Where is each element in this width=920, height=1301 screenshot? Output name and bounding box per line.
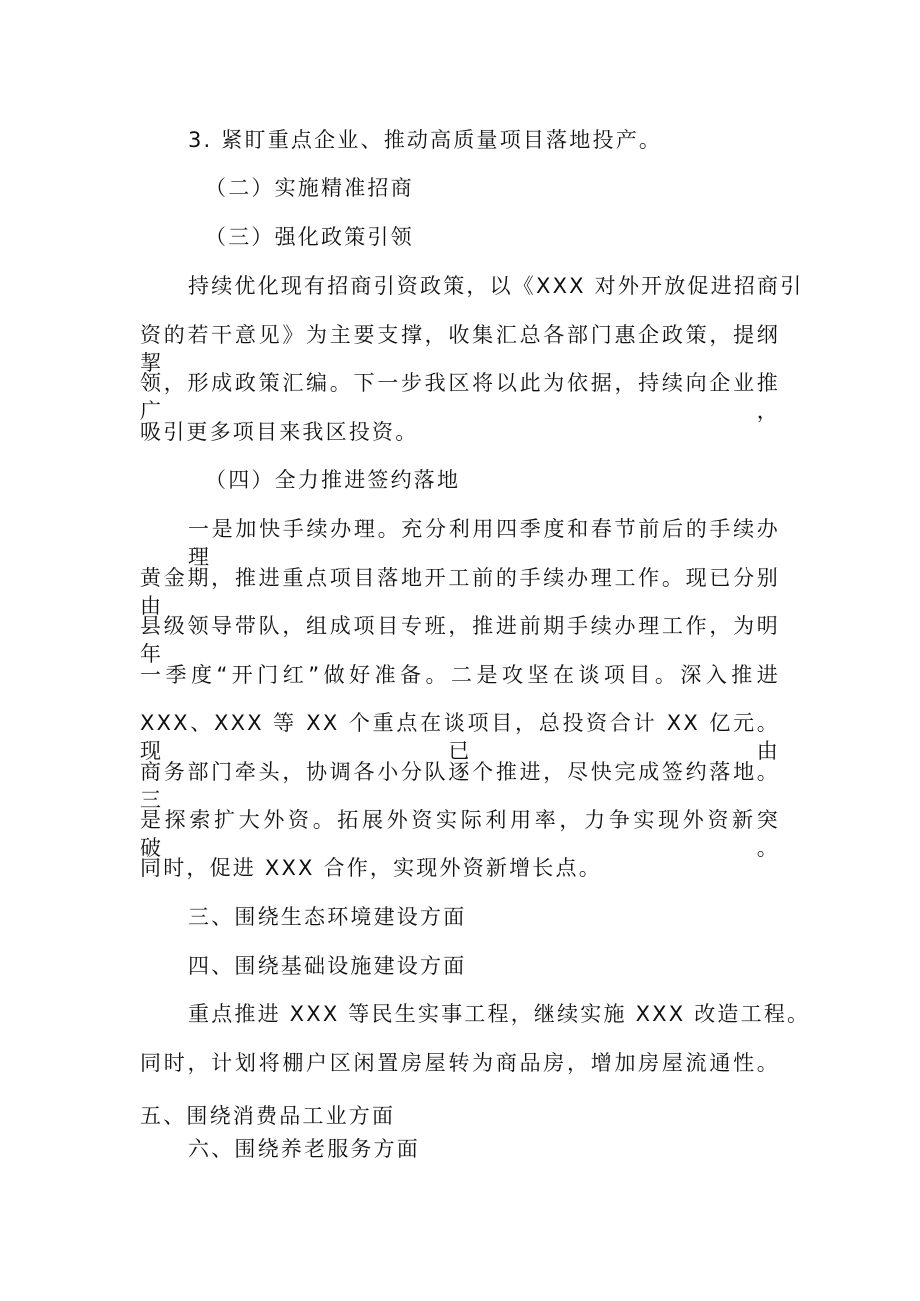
paragraph-line: 县级领导带队，组成项目专班，推进前期手续办理工作，为明年: [140, 614, 780, 666]
heading-item-3: 3. 紧盯重点企业、推动高质量项目落地投产。: [188, 128, 663, 152]
heading-section-4: （四）全力推进签约落地: [205, 468, 461, 492]
paragraph-line: XXX、XXX 等 XX 个重点在谈项目，总投资合计 XX 亿元。现已由: [140, 711, 780, 763]
heading-part-6: 六、围绕养老服务方面: [188, 1137, 420, 1161]
heading-part-3: 三、围绕生态环境建设方面: [188, 905, 467, 929]
paragraph-line: 同时，计划将棚户区闲置房屋转为商品房，增加房屋流通性。: [140, 1051, 780, 1075]
paragraph-line: 是探索扩大外资。拓展外资实际利用率，力争实现外资新突破。: [140, 808, 780, 860]
paragraph-line: 同时，促进 XXX 合作，实现外资新增长点。: [140, 856, 602, 880]
paragraph-line: 持续优化现有招商引资政策，以《XXX 对外开放促进招商引: [188, 274, 804, 298]
heading-section-3: （三）强化政策引领: [205, 225, 414, 249]
paragraph-line: 商务部门牵头，协调各小分队逐个推进，尽快完成签约落地。三: [140, 760, 780, 812]
heading-part-5: 五、围绕消费品工业方面: [140, 1104, 396, 1128]
paragraph-line: 黄金期，推进重点项目落地开工前的手续办理工作。现已分别由: [140, 566, 780, 618]
paragraph-line: 吸引更多项目来我区投资。: [140, 420, 419, 444]
heading-part-4: 四、围绕基础设施建设方面: [188, 954, 467, 978]
paragraph-line: 重点推进 XXX 等民生实事工程，继续实施 XXX 改造工程。: [188, 1002, 811, 1026]
paragraph-line: 一是加快手续办理。充分利用四季度和春节前后的手续办理: [188, 517, 780, 569]
paragraph-line: 一季度“开门红”做好准备。二是攻坚在谈项目。深入推进: [140, 663, 780, 687]
heading-section-2: （二）实施精准招商: [205, 176, 414, 200]
paragraph-line: 领，形成政策汇编。下一步我区将以此为依据，持续向企业推广，: [140, 371, 780, 423]
paragraph-line: 资的若干意见》为主要支撑，收集汇总各部门惠企政策，提纲挈: [140, 323, 780, 375]
